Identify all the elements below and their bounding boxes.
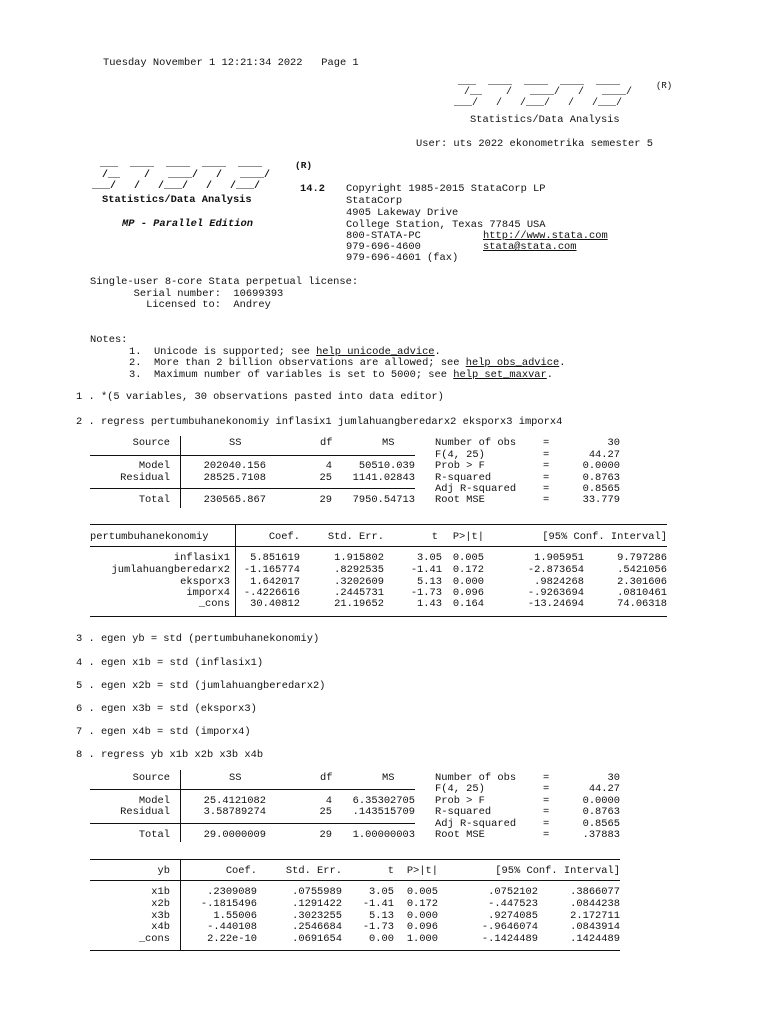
command-4: 4 . egen x1b = std (inflasix1): [76, 657, 264, 669]
stat-value: 44.27: [588, 449, 620, 461]
address-line: 4905 Lakeway Drive: [346, 207, 459, 219]
stat-eq: =: [543, 795, 550, 807]
coef-value: 5.851619: [250, 552, 300, 564]
copyright-line: Copyright 1985-2015 StataCorp LP: [346, 183, 546, 195]
p-header: P>|t|: [452, 531, 484, 543]
ci-low: 1.905951: [534, 552, 584, 564]
ci-high: .1424489: [570, 933, 620, 945]
ci-header: [95% Conf. Interval]: [542, 531, 667, 543]
se-value: 1.915802: [334, 552, 384, 564]
coef-value: -.440108: [207, 921, 257, 933]
anova-ms: 1.00000003: [352, 829, 415, 841]
se-value: .3023255: [292, 910, 342, 922]
user-line: User: uts 2022 ekonometrika semester 5: [416, 138, 653, 150]
stat-value: 0.8565: [582, 483, 620, 495]
help-obs-link[interactable]: help obs_advice: [465, 357, 560, 369]
coef-var: jumlahuangberedarx2: [111, 564, 230, 576]
stat-value: 0.8565: [582, 818, 620, 830]
phone-number: 979-696-4600: [346, 241, 421, 253]
anova-ms: 7950.54713: [352, 494, 415, 506]
notes-title: Notes:: [90, 334, 128, 346]
stat-label: Prob > F: [435, 460, 485, 472]
stat-eq: =: [543, 818, 550, 830]
anova-ms: 50510.039: [358, 460, 415, 472]
anova-df: 29: [319, 829, 332, 841]
coef-var: imporx4: [186, 587, 230, 599]
p-value: 0.164: [452, 598, 484, 610]
fax-number: 979-696-4601 (fax): [346, 252, 459, 264]
stat-label: R-squared: [435, 806, 492, 818]
anova-row-label: Residual: [120, 472, 170, 484]
df-header: df: [320, 772, 333, 784]
source-header: Source: [132, 772, 170, 784]
ci-low: .0752102: [488, 886, 538, 898]
se-value: .8292535: [334, 564, 384, 576]
se-value: .2445731: [334, 587, 384, 599]
anova-row-label: Total: [138, 494, 170, 506]
command-6: 6 . egen x3b = std (eksporx3): [76, 703, 257, 715]
t-header: t: [387, 865, 394, 877]
p-header: P>|t|: [406, 865, 438, 877]
se-value: .0755989: [292, 886, 342, 898]
anova-ms: 1141.02843: [352, 472, 415, 484]
coef-var: _cons: [138, 933, 170, 945]
anova-row-label: Model: [138, 460, 170, 472]
command-2: 2 . regress pertumbuhanekonomiy inflasix1 jumlahuangberedarx2 eksporx3 imporx4: [76, 416, 563, 428]
anova-ss: 202040.156: [203, 460, 266, 472]
anova-df: 4: [325, 460, 332, 472]
stat-label: Prob > F: [435, 795, 485, 807]
coef-var: x2b: [151, 898, 170, 910]
coef-var: inflasix1: [173, 552, 230, 564]
phone-pc: 800-STATA-PC: [346, 230, 421, 242]
ss-header: SS: [229, 772, 242, 784]
anova-ms: 6.35302705: [352, 795, 415, 807]
command-8: 8 . regress yb x1b x2b x3b x4b: [76, 749, 264, 761]
command-7: 7 . egen x4b = std (imporx4): [76, 726, 251, 738]
ci-low: -.447523: [488, 898, 538, 910]
ms-header: MS: [382, 437, 395, 449]
stat-label: Adj R-squared: [435, 483, 517, 495]
command-3: 3 . egen yb = std (pertumbuhanekonomiy): [76, 633, 320, 645]
stat-value: 33.779: [582, 494, 620, 506]
ci-high: 9.797286: [617, 552, 667, 564]
coef-var: _cons: [198, 598, 230, 610]
depvar-header: pertumbuhanekonomiy: [90, 531, 209, 543]
anova-row-label: Model: [138, 795, 170, 807]
registered-mark: (R): [656, 81, 673, 91]
t-value: -1.41: [362, 898, 394, 910]
banner-registered-mark: (R): [295, 160, 313, 171]
anova-df: 29: [319, 494, 332, 506]
note-2-end: .: [559, 357, 566, 369]
help-unicode-link[interactable]: help unicode_advice: [316, 346, 435, 358]
se-header: Std. Err.: [327, 531, 384, 543]
ci-low: -2.873654: [527, 564, 584, 576]
ci-low: -13.24694: [527, 598, 584, 610]
anova-row-label: Residual: [120, 806, 170, 818]
t-value: 0.00: [369, 933, 394, 945]
ci-low: -.9646074: [481, 921, 538, 933]
city-line: College Station, Texas 77845 USA: [346, 219, 546, 231]
command-1: 1 . *(5 variables, 30 observations pasted into data editor): [76, 391, 444, 403]
ci-high: .0810461: [617, 587, 667, 599]
coef-value: 2.22e-10: [207, 933, 257, 945]
source-header: Source: [132, 437, 170, 449]
p-value: 0.005: [452, 552, 484, 564]
ci-low: .9274085: [488, 910, 538, 922]
stat-eq: =: [543, 483, 550, 495]
stat-eq: =: [543, 783, 550, 795]
anova-row-label: Total: [138, 829, 170, 841]
serial-number: Serial number: 10699393: [90, 288, 284, 300]
anova-df: 25: [319, 472, 332, 484]
stat-eq: =: [543, 494, 550, 506]
command-5: 5 . egen x2b = std (jumlahuangberedarx2): [76, 680, 326, 692]
ci-high: .5421056: [617, 564, 667, 576]
stat-value: 0.0000: [582, 795, 620, 807]
stata-version: 14.2: [300, 183, 325, 195]
ci-high: 2.172711: [570, 910, 620, 922]
t-header: t: [431, 531, 438, 543]
t-value: -1.41: [410, 564, 442, 576]
note-3-end: .: [546, 369, 554, 381]
t-value: 3.05: [369, 886, 394, 898]
stat-label: Adj R-squared: [435, 818, 517, 830]
stat-value: 30: [607, 437, 620, 449]
ci-low: .9824268: [534, 576, 584, 588]
se-header: Std. Err.: [285, 865, 342, 877]
anova-ss: 230565.867: [203, 494, 266, 506]
t-value: 5.13: [369, 910, 394, 922]
p-value: 1.000: [406, 933, 438, 945]
stat-eq: =: [543, 472, 550, 484]
anova-ss: 29.0000009: [203, 829, 266, 841]
ci-header: [95% Conf. Interval]: [495, 865, 620, 877]
note-2-text: 2. More than 2 billion observations are allowed; see: [129, 357, 466, 369]
stat-label: F(4, 25): [435, 783, 485, 795]
t-value: 5.13: [417, 576, 442, 588]
coef-value: -1.165774: [243, 564, 300, 576]
note-1-text: 1. Unicode is supported; see: [129, 346, 317, 358]
stat-label: Number of obs: [435, 772, 517, 784]
t-value: 3.05: [417, 552, 442, 564]
license-line: Single-user 8-core Stata perpetual license:: [90, 276, 359, 288]
note-2: [129, 357, 566, 369]
stat-value: .37883: [582, 829, 620, 841]
note-1-end: .: [434, 346, 441, 358]
p-value: 0.096: [452, 587, 484, 599]
coef-value: -.1815496: [200, 898, 257, 910]
stat-eq: =: [543, 460, 550, 472]
licensed-to: Licensed to: Andrey: [90, 299, 271, 311]
t-value: -1.73: [410, 587, 442, 599]
se-value: .0691654: [292, 933, 342, 945]
ci-high: 74.06318: [617, 598, 667, 610]
p-value: 0.005: [406, 886, 438, 898]
stat-eq: =: [543, 806, 550, 818]
stat-eq: =: [543, 449, 550, 461]
df-header: df: [320, 437, 333, 449]
coef-value: 30.40812: [250, 598, 300, 610]
stat-label: Root MSE: [435, 494, 485, 506]
coef-var: x4b: [151, 921, 170, 933]
p-value: 0.000: [452, 576, 484, 588]
stat-value: 0.0000: [582, 460, 620, 472]
banner-stats-title: Statistics/Data Analysis: [102, 194, 252, 206]
anova-ss: 25.4121082: [203, 795, 266, 807]
t-value: 1.43: [417, 598, 442, 610]
stat-label: Number of obs: [435, 437, 517, 449]
se-value: .3202609: [334, 576, 384, 588]
anova-df: 25: [319, 806, 332, 818]
stats-title-top: Statistics/Data Analysis: [470, 114, 620, 126]
stat-value: 0.8763: [582, 806, 620, 818]
stat-label: F(4, 25): [435, 449, 485, 461]
anova-ss: 3.58789274: [203, 806, 266, 818]
coef-value: 1.642017: [250, 576, 300, 588]
stat-eq: =: [543, 437, 550, 449]
stat-label: Root MSE: [435, 829, 485, 841]
ss-header: SS: [229, 437, 242, 449]
ci-high: .3866077: [570, 886, 620, 898]
coef-header: Coef.: [225, 865, 257, 877]
t-value: -1.73: [362, 921, 394, 933]
stat-eq: =: [543, 772, 550, 784]
p-value: 0.172: [406, 898, 438, 910]
edition-label: MP - Parallel Edition: [122, 218, 253, 230]
coef-value: .2309089: [207, 886, 257, 898]
ci-high: 2.301606: [617, 576, 667, 588]
coef-value: -.4226616: [243, 587, 300, 599]
ci-low: -.9263694: [527, 587, 584, 599]
ci-high: .0843914: [570, 921, 620, 933]
stat-value: 30: [607, 772, 620, 784]
se-value: .1291422: [292, 898, 342, 910]
company-name: StataCorp: [346, 195, 403, 207]
stat-label: R-squared: [435, 472, 492, 484]
print-date-line: Tuesday November 1 12:21:34 2022 Page 1: [103, 57, 359, 69]
coef-var: eksporx3: [180, 576, 230, 588]
help-maxvar-link[interactable]: help set_maxvar: [453, 369, 547, 381]
se-value: 21.19652: [334, 598, 384, 610]
ms-header: MS: [382, 772, 395, 784]
anova-ss: 28525.7108: [203, 472, 266, 484]
anova-df: 4: [325, 795, 332, 807]
note-3: [129, 369, 553, 381]
email-link[interactable]: stata@stata.com: [483, 241, 577, 253]
coef-var: x1b: [151, 886, 170, 898]
depvar-header: yb: [157, 865, 170, 877]
coef-value: 1.55006: [213, 910, 257, 922]
p-value: 0.172: [452, 564, 484, 576]
se-value: .2546684: [292, 921, 342, 933]
website-link[interactable]: http://www.stata.com: [483, 230, 608, 242]
stat-eq: =: [543, 829, 550, 841]
stat-value: 0.8763: [582, 472, 620, 484]
p-value: 0.000: [406, 910, 438, 922]
coef-var: x3b: [151, 910, 170, 922]
anova-ms: .143515709: [352, 806, 415, 818]
ci-low: -.1424489: [481, 933, 538, 945]
coef-header: Coef.: [268, 531, 300, 543]
stat-value: 44.27: [588, 783, 620, 795]
note-3-text: 3. Maximum number of variables is set to 5000; see: [129, 369, 454, 381]
p-value: 0.096: [406, 921, 438, 933]
ci-high: .0844238: [570, 898, 620, 910]
